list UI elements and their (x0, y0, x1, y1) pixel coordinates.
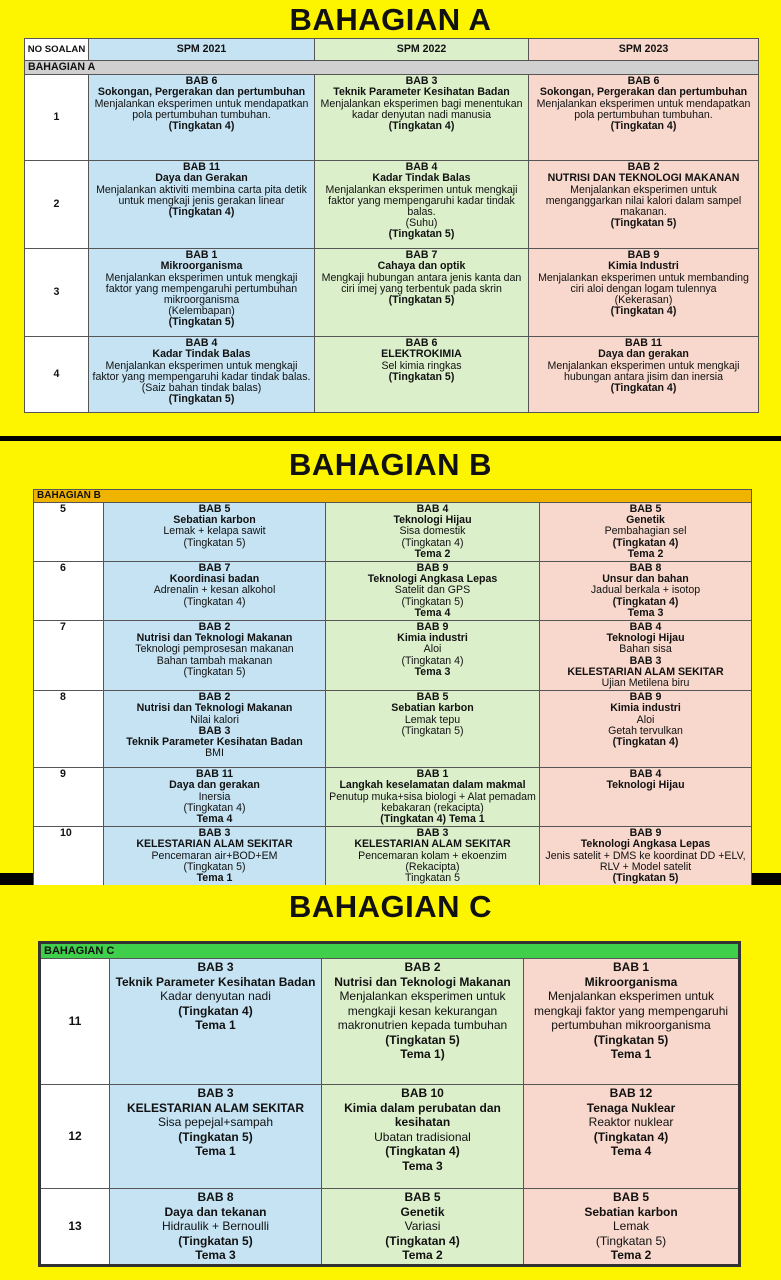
cell-line: Menjalankan eksperimen untuk mengkaji faktor yang mempengaruhi pertumbuhan mikroorganisma (533, 989, 729, 1032)
cell-line: Tema 2 (610, 1248, 652, 1262)
cell-line: Satelit dan GPS (394, 584, 471, 597)
cell-line: Menjalankan eksperimen untuk membanding ciri aloi dengan logam tulennya (538, 271, 749, 295)
cell-line: Menjalankan eksperimen untuk mendapatkan pola pertumbuhan tumbuhan. (94, 97, 309, 121)
cell-line: (Tingkatan 5) (168, 393, 235, 406)
section-a-table (24, 38, 759, 413)
table-row (25, 75, 759, 161)
question-number: 8 (34, 691, 104, 768)
cell-line: Tema 3 (195, 1248, 236, 1262)
cell-line: Tema 3 (414, 665, 451, 678)
cell-line: Sebatian karbon (173, 514, 256, 527)
section-b-panel (0, 441, 781, 885)
cell-line: BAB 4 (629, 621, 662, 634)
table-row (34, 827, 752, 886)
cell-spm-2021 (89, 161, 315, 249)
cell-line: Nilai kalori (190, 713, 239, 726)
cell-line: (Tingkatan 5) (401, 724, 464, 737)
cell-line: (Tingkatan 4) (401, 536, 464, 549)
cell-line: (Tingkatan 5) (610, 217, 677, 230)
cell-line: (Tingkatan 4) (168, 206, 235, 219)
cell-line: BAB 5 (198, 503, 231, 515)
cell-line: BAB 9 (629, 827, 662, 840)
cell-spm-2021 (104, 827, 326, 886)
table-row (25, 161, 759, 249)
cell-line: BAB 7 (198, 562, 231, 575)
cell-line: BAB 3 (197, 1086, 234, 1100)
cell-line: Mikroorganisma (584, 974, 678, 989)
header-no-soalan: NO SOALAN (25, 39, 89, 61)
cell-spm-2022 (322, 1085, 524, 1189)
cell-line: (Tingkatan 4) (610, 120, 677, 133)
cell-line: Tema 3 (627, 606, 664, 619)
cell-line: Lemak tepu (404, 713, 461, 726)
cell-line: (Tingkatan 5) (388, 294, 455, 307)
cell-line: Tema 1 (195, 1018, 236, 1032)
cell-line: Pembahagian sel (604, 525, 687, 538)
cell-line: Aloi (636, 713, 655, 726)
cell-line: Daya dan tekanan (164, 1204, 267, 1219)
cell-line: Nutrisi dan Teknologi Makanan (136, 702, 293, 715)
cell-line: BAB 5 (613, 1190, 650, 1204)
table-row (40, 1085, 740, 1189)
cell-line: Sebatian karbon (584, 1204, 678, 1219)
cell-line: Mengkaji hubungan antara jenis kanta dan ciri imej yang terbentuk pada skrin (321, 271, 522, 295)
cell-spm-2021 (104, 503, 326, 562)
cell-line: Menjalankan aktiviti membina carta pita detik untuk mengkaji jenis gerakan linear (96, 183, 307, 207)
cell-line: Tema 4 (414, 606, 451, 619)
cell-line: Bahan sisa (619, 643, 672, 656)
cell-spm-2023 (540, 562, 752, 621)
table-row (34, 768, 752, 827)
cell-line: Kadar Tindak Balas (372, 172, 471, 185)
cell-line: BAB 4 (185, 337, 218, 350)
cell-spm-2023 (529, 249, 759, 337)
cell-line: Tema 4 (196, 813, 233, 826)
cell-line: Kimia dalam perubatan dan kesihatan (344, 1100, 501, 1129)
cell-line: (Tingkatan 5) (183, 860, 246, 873)
cell-line: Inersia (198, 790, 231, 803)
cell-line: (Tingkatan 5) (178, 1233, 253, 1248)
question-number: 3 (25, 249, 89, 337)
cell-line: Teknologi Hijau (393, 514, 472, 527)
cell-line: BAB 3 (405, 75, 438, 88)
cell-line: Teknologi Hijau (606, 632, 685, 645)
cell-line: Kimia industri (610, 702, 681, 715)
cell-line: Penutup muka+sisa biologi + Alat pemadam kebakaran (rekacipta) (329, 790, 536, 814)
question-number: 4 (25, 337, 89, 413)
cell-line: Unsur dan bahan (602, 573, 689, 586)
section-b-table (33, 489, 752, 886)
table-row (34, 562, 752, 621)
header-spm-2023: SPM 2023 (529, 39, 759, 61)
cell-line: KELESTARIAN ALAM SEKITAR (136, 838, 293, 851)
cell-line: Hidraulik + Bernoulli (161, 1219, 270, 1233)
cell-line: Kimia Industri (608, 260, 679, 273)
cell-line: Tema 1) (400, 1047, 445, 1061)
cell-line: BAB 11 (182, 161, 221, 174)
cell-line: Ujian Metilena biru (601, 677, 690, 690)
cell-line: BAB 5 (629, 503, 662, 515)
cell-line: BAB 3 (198, 724, 231, 737)
cell-line: KELESTARIAN ALAM SEKITAR (354, 838, 511, 851)
cell-line: (Tingkatan 4) (401, 654, 464, 667)
cell-line: Menjalankan eksperimen untuk mengkaji faktor yang mempengaruhi kadar tindak balas. (325, 183, 518, 219)
header-spm-2021: SPM 2021 (89, 39, 315, 61)
cell-line: Kadar Tindak Balas (152, 348, 251, 361)
cell-spm-2022 (326, 503, 540, 562)
cell-line: BAB 1 (613, 960, 650, 974)
cell-line: Reaktor nuklear (588, 1115, 674, 1129)
cell-line: (Tingkatan 4) (593, 1129, 669, 1144)
cell-line: (Saiz bahan tindak balas) (141, 382, 262, 395)
cell-spm-2022 (326, 562, 540, 621)
question-number: 13 (40, 1189, 110, 1266)
cell-line: NUTRISI DAN TEKNOLOGI MAKANAN (547, 172, 740, 185)
cell-line: BAB 2 (198, 621, 231, 634)
section-c-label: BAHAGIAN C (40, 943, 740, 959)
cell-spm-2021 (89, 75, 315, 161)
cell-line: (Tingkatan 4) (168, 120, 235, 133)
cell-line: (Tingkatan 4) (183, 801, 246, 814)
header-spm-2022: SPM 2022 (315, 39, 529, 61)
cell-line: Teknologi Angkasa Lepas (580, 838, 711, 851)
cell-line: (Tingkatan 4) (612, 595, 679, 608)
cell-line: Menjalankan eksperimen untuk mengkaji kesan kekurangan makronutrien kepada tumbuhan (337, 989, 508, 1032)
cell-line: Lemak (613, 1219, 650, 1233)
cell-line: Teknik Parameter Kesihatan Badan (115, 974, 316, 989)
cell-line: (Tingkatan 4) Tema 1 (380, 813, 485, 826)
cell-spm-2021 (110, 1189, 322, 1266)
cell-line: Pencemaran air+BOD+EM (151, 849, 278, 862)
cell-line: Teknik Parameter Kesihatan Badan (126, 736, 303, 749)
cell-line: BAB 9 (627, 249, 660, 262)
cell-spm-2021 (110, 1085, 322, 1189)
cell-line: Menjalankan eksperimen untuk mendapatkan pola pertumbuhan tumbuhan. (536, 97, 751, 121)
cell-line: BAB 4 (629, 768, 662, 781)
cell-line: BAB 8 (197, 1190, 234, 1204)
cell-line: Pencemaran kolam + ekoenzim (358, 849, 507, 862)
cell-line: (Tingkatan 4) (610, 305, 677, 318)
cell-spm-2023 (529, 161, 759, 249)
cell-line: BAB 5 (416, 691, 449, 704)
cell-line: Tema 2 (414, 547, 451, 560)
cell-line: Sebatian karbon (391, 702, 474, 715)
cell-line: Nutrisi dan Teknologi Makanan (334, 974, 511, 989)
cell-spm-2022 (326, 827, 540, 886)
cell-spm-2022 (326, 621, 540, 691)
cell-line: Kimia industri (397, 632, 468, 645)
cell-line: Daya dan gerakan (169, 779, 260, 792)
cell-line: BAB 3 (629, 654, 662, 667)
cell-line: Variasi (404, 1219, 441, 1233)
table-row (40, 1189, 740, 1266)
question-number: 9 (34, 768, 104, 827)
cell-line: Kadar denyutan nadi (160, 989, 271, 1003)
cell-line: (Rekacipta) (405, 860, 460, 873)
cell-line: Getah tervulkan (608, 724, 683, 737)
cell-line: (Tingkatan 4) (612, 536, 679, 549)
cell-line: Tenaga Nuklear (586, 1100, 676, 1115)
cell-line: BAB 2 (627, 161, 660, 174)
cell-line: BAB 3 (197, 960, 234, 974)
cell-line: Tingkatan 5 (405, 872, 460, 885)
cell-line: BAB 5 (404, 1190, 441, 1204)
cell-line: Tema 1 (195, 1144, 236, 1158)
question-number: 7 (34, 621, 104, 691)
cell-line: Sisa domestik (399, 525, 466, 538)
cell-line: (Tingkatan 4) (612, 736, 679, 749)
cell-line: Jenis satelit + DMS ke koordinat DD +ELV, RLV + Model satelit (545, 849, 746, 873)
cell-line: BAB 3 (416, 827, 449, 840)
cell-line: Sel kimia ringkas (381, 359, 462, 372)
cell-line: Langkah keselamatan dalam makmal (339, 779, 526, 792)
cell-line: Teknologi Hijau (606, 779, 685, 792)
cell-line: (Tingkatan 5) (388, 370, 455, 383)
cell-line: BAB 9 (629, 691, 662, 704)
cell-line: BAB 2 (404, 960, 441, 974)
cell-line: (Tingkatan 5) (168, 316, 235, 329)
cell-line: (Tingkatan 5) (401, 595, 464, 608)
cell-line: Tema 1 (196, 872, 233, 885)
cell-line: BAB 10 (401, 1086, 444, 1100)
cell-spm-2021 (104, 562, 326, 621)
cell-spm-2023 (540, 503, 752, 562)
cell-line: BAB 6 (185, 75, 218, 88)
cell-line: (Suhu) (405, 217, 438, 230)
cell-line: (Tingkatan 4) (385, 1233, 460, 1248)
cell-line: (Tingkatan 4) (178, 1003, 253, 1018)
cell-spm-2022 (315, 75, 529, 161)
table-row (34, 691, 752, 768)
cell-line: (Tingkatan 5) (183, 665, 246, 678)
question-number: 5 (34, 503, 104, 562)
cell-spm-2023 (540, 691, 752, 768)
cell-line: BAB 11 (195, 768, 234, 781)
cell-line: Sisa pepejal+sampah (157, 1115, 274, 1129)
cell-line: Cahaya dan optik (377, 260, 466, 273)
section-b-label: BAHAGIAN B (34, 490, 752, 503)
cell-line: (Tingkatan 4) (183, 595, 246, 608)
cell-line: (Kekerasan) (614, 294, 673, 307)
question-number: 6 (34, 562, 104, 621)
cell-spm-2021 (104, 768, 326, 827)
cell-spm-2021 (89, 249, 315, 337)
cell-line: Menjalankan eksperimen untuk mengkaji hubungan antara jisim dan inersia (547, 359, 740, 383)
cell-spm-2023 (540, 768, 752, 827)
cell-line: BAB 1 (185, 249, 218, 262)
table-row (40, 959, 740, 1085)
cell-line: (Tingkatan 5) (385, 1032, 460, 1047)
cell-line: Sokongan, Pergerakan dan pertumbuhan (539, 86, 748, 99)
cell-spm-2022 (322, 959, 524, 1085)
question-number: 12 (40, 1085, 110, 1189)
cell-line: Sokongan, Pergerakan dan pertumbuhan (97, 86, 306, 99)
table-row (25, 337, 759, 413)
cell-line: Tema 2 (627, 547, 664, 560)
cell-line: Teknologi Angkasa Lepas (367, 573, 498, 586)
question-number: 11 (40, 959, 110, 1085)
cell-line: Menjalankan eksperimen untuk mengkaji faktor yang mempengaruhi pertumbuhan mikroorganisma (105, 271, 298, 307)
cell-spm-2023 (529, 337, 759, 413)
cell-line: Menjalankan eksperimen untuk mengkaji faktor yang mempengaruhi kadar tindak balas. (92, 359, 311, 383)
section-c-panel (0, 885, 781, 1280)
cell-line: Daya dan gerakan (598, 348, 689, 361)
cell-line: (Tingkatan 5) (388, 228, 455, 241)
cell-line: Ubatan tradisional (374, 1129, 471, 1144)
cell-spm-2023 (529, 75, 759, 161)
cell-line: (Tingkatan 4) (610, 382, 677, 395)
section-a-panel (0, 0, 781, 436)
cell-line: ELEKTROKIMIA (381, 348, 462, 361)
cell-line: BAB 4 (416, 503, 449, 515)
cell-line: Tema 1 (610, 1047, 652, 1061)
cell-spm-2022 (315, 249, 529, 337)
cell-spm-2023 (540, 827, 752, 886)
cell-line: BAB 4 (405, 161, 438, 174)
cell-spm-2021 (104, 691, 326, 768)
cell-spm-2022 (315, 337, 529, 413)
cell-line: Teknik Parameter Kesihatan Badan (333, 86, 510, 99)
cell-line: Nutrisi dan Teknologi Makanan (136, 632, 293, 645)
cell-line: Teknologi pemprosesan makanan (135, 643, 294, 656)
cell-spm-2022 (326, 768, 540, 827)
section-c-title: BAHAGIAN C (288, 889, 493, 924)
cell-line: Menjalankan eksperimen bagi menentukan kadar denyutan nadi manusia (320, 97, 523, 121)
cell-line: Adrenalin + kesan alkohol (153, 584, 276, 597)
cell-line: BAB 2 (198, 691, 231, 704)
cell-line: BAB 6 (627, 75, 660, 88)
cell-line: Daya dan Gerakan (155, 172, 248, 185)
cell-line: Aloi (423, 643, 442, 656)
cell-line: KELESTARIAN ALAM SEKITAR (126, 1100, 305, 1115)
cell-line: (Tingkatan 4) (385, 1144, 460, 1158)
cell-line: Genetik (626, 514, 665, 527)
cell-line: Koordinasi badan (169, 573, 260, 586)
cell-line: Mikroorganisma (160, 260, 243, 273)
question-number: 10 (34, 827, 104, 886)
cell-line: (Tingkatan 5) (178, 1129, 253, 1144)
table-row (25, 249, 759, 337)
cell-line: Tema 4 (610, 1144, 652, 1158)
cell-line: Genetik (400, 1204, 445, 1219)
cell-line: BAB 6 (405, 337, 438, 350)
cell-line: Lemak + kelapa sawit (163, 525, 266, 538)
cell-line: BAB 9 (416, 621, 449, 634)
question-number: 2 (25, 161, 89, 249)
cell-line: (Kelembapan) (168, 305, 235, 318)
cell-line: (Tingkatan 5) (183, 536, 246, 549)
cell-spm-2022 (326, 691, 540, 768)
cell-spm-2022 (322, 1189, 524, 1266)
question-number: 1 (25, 75, 89, 161)
cell-line: (Tingkatan 5) (612, 872, 679, 885)
table-row (34, 503, 752, 562)
cell-spm-2023 (524, 1085, 740, 1189)
cell-line: BAB 7 (405, 249, 438, 262)
cell-line: Menjalankan eksperimen untuk menganggarkan nilai kalori dalam sampel makanan. (545, 183, 742, 219)
cell-spm-2023 (524, 1189, 740, 1266)
cell-spm-2022 (315, 161, 529, 249)
cell-line: (Tingkatan 4) (388, 120, 455, 133)
cell-line: (Tingkatan 5) (593, 1032, 669, 1047)
section-c-table (38, 941, 741, 1267)
cell-spm-2023 (524, 959, 740, 1085)
cell-spm-2021 (110, 959, 322, 1085)
cell-line: BAB 12 (609, 1086, 653, 1100)
cell-spm-2021 (89, 337, 315, 413)
cell-line: BAB 8 (629, 562, 662, 575)
cell-line: (Tingkatan 5) (595, 1233, 667, 1248)
cell-line: Jadual berkala + isotop (590, 584, 701, 597)
cell-line: BAB 3 (198, 827, 231, 840)
cell-line: Tema 3 (402, 1158, 443, 1173)
table-row (34, 621, 752, 691)
cell-spm-2021 (104, 621, 326, 691)
section-b-title: BAHAGIAN B (288, 447, 493, 482)
cell-line: KELESTARIAN ALAM SEKITAR (567, 665, 724, 678)
section-a-title: BAHAGIAN A (289, 2, 492, 37)
cell-line: Tema 2 (402, 1248, 443, 1262)
cell-line: Bahan tambah makanan (156, 654, 273, 667)
cell-line: BAB 1 (416, 768, 449, 781)
cell-line: BMI (205, 747, 224, 760)
cell-line: BAB 9 (416, 562, 449, 575)
cell-spm-2023 (540, 621, 752, 691)
cell-line: BAB 11 (624, 337, 663, 350)
section-a-label: BAHAGIAN A (25, 61, 759, 75)
